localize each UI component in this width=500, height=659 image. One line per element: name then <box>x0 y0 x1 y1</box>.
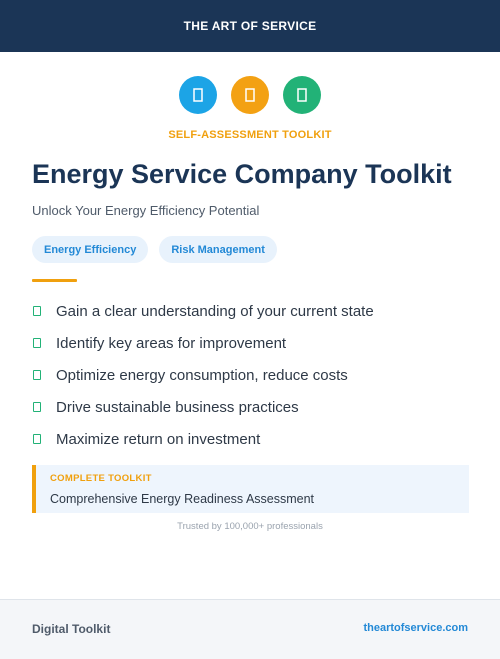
check-icon <box>33 370 41 380</box>
brand-title: THE ART OF SERVICE <box>183 19 317 33</box>
check-icon <box>33 402 41 412</box>
benefit-text: Maximize return on investment <box>56 430 261 448</box>
benefit-text: Optimize energy consumption, reduce costs <box>56 366 348 384</box>
toolkit-icon-blue <box>179 76 217 114</box>
benefit-item <box>32 423 472 455</box>
page-title: Energy Service Company Toolkit <box>32 159 452 189</box>
footer <box>0 599 500 659</box>
check-icon <box>33 338 41 348</box>
callout-label: COMPLETE TOOLKIT <box>50 473 152 484</box>
complete-toolkit-callout[interactable] <box>32 465 469 513</box>
top-header-bar <box>0 0 500 52</box>
toolkit-icon-orange <box>231 76 269 114</box>
footer-label: Digital Toolkit <box>32 622 111 636</box>
tag-risk-management[interactable]: Risk Management <box>159 236 277 263</box>
page-subtitle: Unlock Your Energy Efficiency Potential <box>32 203 260 218</box>
check-icon <box>33 434 41 444</box>
benefits-list <box>32 295 472 455</box>
check-icon <box>33 306 41 316</box>
callout-text: Comprehensive Energy Readiness Assessment <box>50 492 315 506</box>
eyebrow-label: SELF-ASSESSMENT TOOLKIT <box>168 129 332 141</box>
trusted-by-note: Trusted by 100,000+ professionals <box>177 521 323 532</box>
icon-row <box>0 76 500 114</box>
tag-list <box>32 236 277 263</box>
benefit-text: Drive sustainable business practices <box>56 398 299 416</box>
benefit-text: Gain a clear understanding of your current state <box>56 302 374 320</box>
accent-divider <box>32 279 77 282</box>
tag-energy-efficiency[interactable]: Energy Efficiency <box>32 236 148 263</box>
benefit-text: Identify key areas for improvement <box>56 334 287 352</box>
toolkit-icon-green <box>283 76 321 114</box>
benefit-item <box>32 327 472 359</box>
benefit-item <box>32 391 472 423</box>
website-link[interactable]: theartofservice.com <box>363 622 468 634</box>
benefit-item <box>32 359 472 391</box>
benefit-item <box>32 295 472 327</box>
